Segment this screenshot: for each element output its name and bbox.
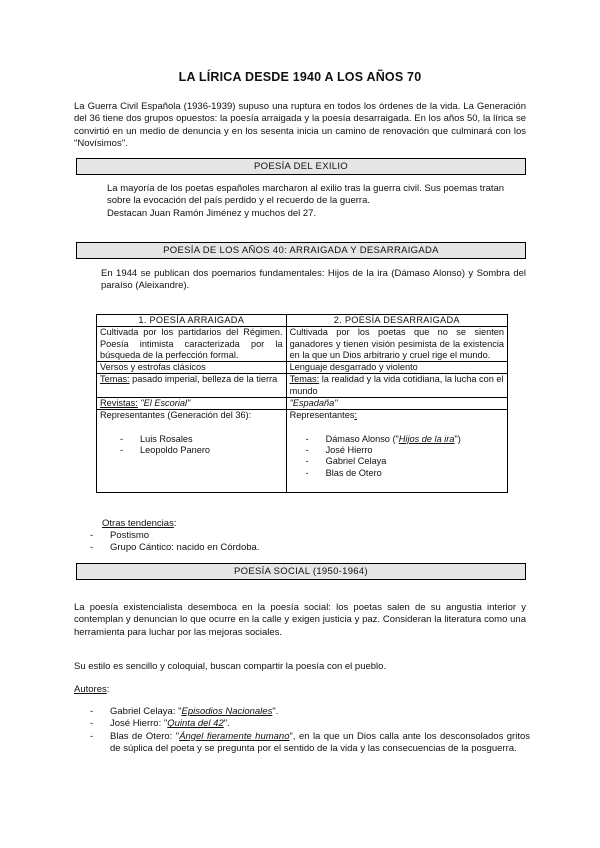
authors-label [74, 684, 109, 696]
author-post: ". [272, 706, 279, 717]
other-trends-label [102, 518, 176, 530]
intro-paragraph: La Guerra Civil Española (1936-1939) supuso una ruptura en todos los órdenes de la vida. La Generación del 36 tiene dos grupos opuestos: la poesía arraigada y la poesía desarraigada. En los años 50, la lírica se convirtió en un medio de denuncia y en los sesenta inicia un camino de renovación que culminará con los "Novísimos". [74, 101, 526, 149]
item-text: Dámaso Alonso (" [325, 433, 399, 444]
themes-text: la realidad y la vida cotidiana, la lucha con el mundo [289, 374, 504, 396]
desarraigada-form: Lenguaje desgarrado y violento [286, 362, 507, 374]
representatives-label: Representantes [289, 410, 355, 421]
section-heading-anos40: POESÍA DE LOS AÑOS 40: ARRAIGADA Y DESARRAIGADA [76, 242, 526, 259]
desarraigada-description: Cultivada por los poetas que no se sienten ganadores y tienen visión pesimista de la existencia en la que un Dios arbitrario y cruel rige el mundo. [286, 327, 507, 362]
page-title: LA LÍRICA DESDE 1940 A LOS AÑOS 70 [178, 70, 422, 84]
list-item: - Leopoldo Panero [140, 445, 283, 456]
themes-label: Temas: [100, 374, 130, 385]
social-paragraph-1: La poesía existencialista desemboca en la poesía social: los poetas salen de su angustia interior y contemplan y denuncian lo que ocurre en la calle y exigen justicia y paz. Consideran la literatura como una herramienta para luchar por las mejoras sociales. [74, 602, 526, 638]
social-paragraph-2: Su estilo es sencillo y coloquial, buscan compartir la poesía con el pueblo. [74, 661, 387, 672]
table-row [97, 327, 508, 362]
representatives-colon: : [354, 410, 357, 421]
table-header-row [97, 315, 508, 327]
other-trends-colon: : [173, 518, 177, 529]
journals-text: "Espadaña" [289, 398, 338, 409]
representatives-list [326, 434, 504, 479]
table-row [97, 362, 508, 374]
arraigada-representatives [97, 410, 287, 493]
list-item: - Luis Rosales [140, 434, 283, 445]
exilio-text-1: La mayoría de los poetas españoles marcharon al exilio tras la guerra civil. Sus poemas tratan sobre la evocación del país perdido y el recuerdo de la guerra. [107, 183, 505, 207]
arraigada-form: Versos y estrofas clásicos [97, 362, 287, 374]
authors-colon: : [106, 684, 110, 695]
list-item [326, 434, 504, 445]
list-item: - Grupo Cántico: nacido en Córdoba. [110, 542, 259, 554]
desarraigada-themes [286, 374, 507, 398]
exilio-paragraph [107, 183, 507, 220]
list-item: - José Hierro [326, 445, 504, 456]
arraigada-description: Cultivada por los partidarios del Régimen. Poesía intimista caracterizada por la búsqueda de la perfección formal. [97, 327, 287, 362]
arraigada-themes [97, 374, 287, 398]
list-item [110, 718, 530, 730]
section-heading-social: POESÍA SOCIAL (1950-1964) [76, 563, 526, 580]
list-item: - Gabriel Celaya [326, 456, 504, 467]
exilio-text-2: Destacan Juan Ramón Jiménez y muchos del 27. [107, 207, 317, 219]
col-header-desarraigada: 2. POESÍA DESARRAIGADA [286, 315, 507, 327]
list-item [110, 731, 530, 756]
author-post: ". [223, 718, 230, 730]
author-name: Blas de Otero: " [110, 730, 180, 742]
representatives-label: Representantes (Generación del 36): [100, 410, 252, 421]
themes-text: pasado imperial, belleza de la tierra [129, 374, 278, 385]
list-item [110, 706, 530, 718]
author-name: José Hierro: " [110, 718, 168, 730]
list-item: - Blas de Otero [326, 468, 504, 479]
table-row [97, 410, 508, 493]
other-trends-text: Otras tendencias [102, 518, 174, 529]
journals-label: Revistas: [100, 398, 138, 409]
col-header-arraigada: 1. POESÍA ARRAIGADA [97, 315, 287, 327]
representatives-heading [290, 410, 504, 421]
work-title: Hijos de la ira [398, 433, 455, 444]
journals-text: "El Escorial" [137, 398, 191, 409]
item-text: ") [454, 433, 461, 444]
desarraigada-journals [286, 398, 507, 410]
other-trends-list [110, 530, 259, 555]
work-title: Quinta del 42 [167, 718, 224, 730]
list-item: - Postismo [110, 530, 259, 542]
author-post: ", en la que un Dios calla ante los desconsolados gritos de súplica del poeta y se pregunta por el sentido de la vida y las consecuencias de la posguerra. [110, 730, 530, 754]
authors-text: Autores [74, 684, 107, 695]
section-heading-exilio: POESÍA DEL EXILIO [76, 158, 526, 175]
arraigada-journals [97, 398, 287, 410]
anos40-paragraph: En 1944 se publican dos poemarios fundamentales: Hijos de la ira (Dámaso Alonso) y Sombra del paraíso (Aleixandre). [101, 268, 526, 292]
work-title: Ángel fieramente humano [179, 730, 290, 742]
comparison-table [96, 314, 508, 493]
table-row [97, 374, 508, 398]
author-name: Gabriel Celaya: " [110, 706, 182, 717]
representatives-list [140, 434, 283, 457]
work-title: Episodios Nacionales [181, 706, 273, 717]
authors-list [110, 706, 530, 755]
table-row [97, 398, 508, 410]
desarraigada-representatives [286, 410, 507, 493]
themes-label: Temas: [289, 374, 320, 385]
